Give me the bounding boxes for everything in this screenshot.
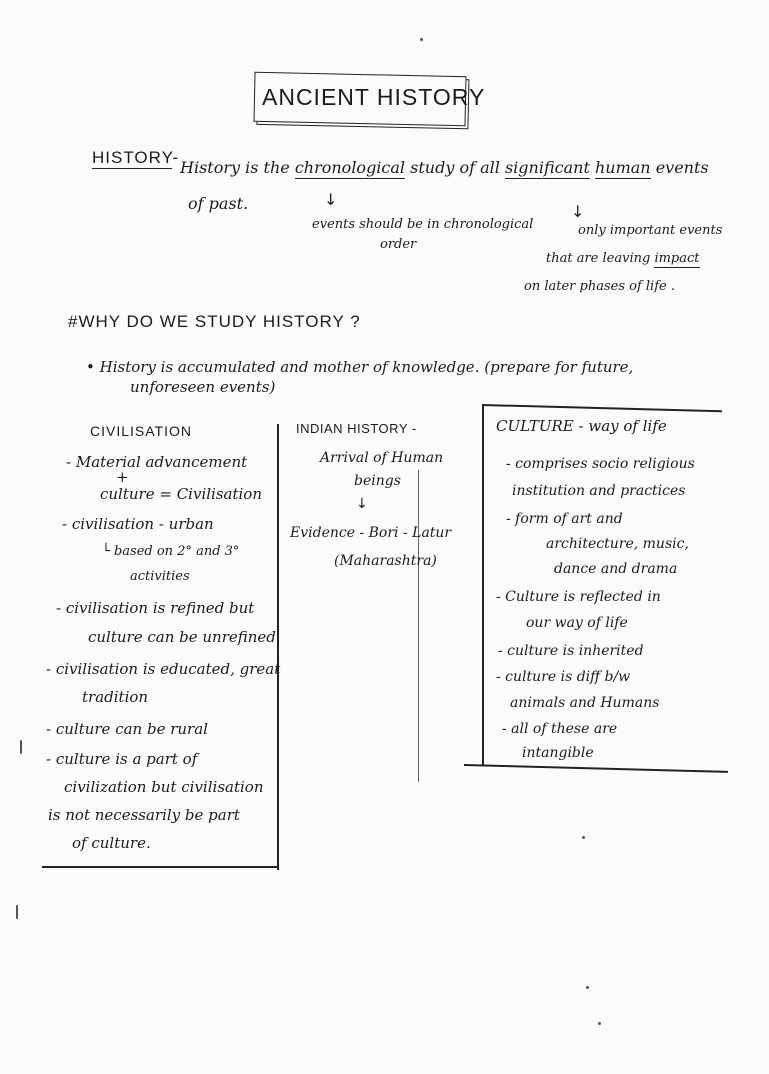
civilisation-line: - Material advancement: [66, 453, 248, 471]
culture-line: - all of these are: [502, 721, 618, 737]
civilisation-line: tradition: [82, 688, 149, 706]
civilisation-heading: CIVILISATION: [90, 423, 192, 439]
civilisation-line: activities: [130, 569, 190, 584]
indian-history-line: Arrival of Human: [320, 450, 444, 466]
civilisation-right-border: [277, 424, 279, 870]
civilisation-bottom-border: [42, 866, 278, 868]
culture-line: architecture, music,: [546, 536, 689, 552]
civilisation-line: culture can be unrefined: [88, 628, 276, 646]
culture-line: dance and drama: [554, 561, 678, 577]
indian-history-line: (Maharashtra): [334, 553, 437, 569]
culture-line: intangible: [522, 745, 594, 761]
indian-history-heading: INDIAN HISTORY -: [296, 421, 417, 436]
why-heading: #WHY DO WE STUDY HISTORY ?: [68, 312, 361, 331]
scan-speck: [16, 905, 18, 919]
civilisation-line: of culture.: [72, 834, 151, 852]
arrow-down-icon: ↓: [356, 496, 368, 512]
civilisation-line: is not necessarily be part: [48, 806, 240, 824]
culture-heading: CULTURE - way of life: [496, 417, 667, 435]
culture-line: - comprises socio religious: [506, 456, 695, 472]
history-definition-line-1: History is the chronological study of all significant human events: [180, 158, 709, 177]
indian-history-line: Evidence - Bori - Latur: [290, 525, 452, 541]
civilisation-line: - culture can be rural: [46, 720, 208, 738]
page-title: ANCIENT HISTORY: [262, 84, 486, 110]
scan-speck: [598, 1022, 601, 1025]
culture-line: institution and practices: [512, 483, 686, 499]
arrow-down-icon: ↓: [571, 202, 585, 221]
scan-speck: [420, 38, 423, 41]
indian-history-line: beings: [354, 473, 401, 489]
note-significant-2: that are leaving impact: [546, 251, 700, 266]
civilisation-line: └ based on 2° and 3°: [102, 544, 240, 559]
civilisation-line: +: [116, 468, 129, 486]
culture-line: - culture is diff b/w: [496, 669, 631, 685]
culture-line: our way of life: [526, 615, 628, 631]
culture-left-border: [482, 404, 484, 766]
civilisation-line: civilization but civilisation: [64, 778, 264, 796]
why-bullet-line-2: unforeseen events): [130, 378, 276, 396]
arrow-down-icon: ↓: [324, 190, 338, 209]
culture-line: - Culture is reflected in: [496, 589, 661, 605]
civilisation-line: - civilisation is refined but: [56, 599, 255, 617]
scan-speck: [582, 836, 585, 839]
scan-speck: [586, 986, 589, 989]
note-significant-3: on later phases of life .: [524, 279, 675, 294]
civilisation-line: - civilisation is educated, great: [46, 660, 281, 678]
scan-speck: [20, 740, 22, 754]
culture-bottom-border: [464, 764, 728, 772]
indian-divider: [418, 470, 419, 782]
note-chronological-1: events should be in chronological: [312, 217, 534, 232]
note-significant-1: only important events: [578, 223, 723, 238]
why-bullet-line-1: • History is accumulated and mother of knowledge. (prepare for future,: [86, 358, 634, 376]
civilisation-line: - civilisation - urban: [62, 515, 214, 533]
culture-top-border: [482, 404, 722, 412]
culture-line: - culture is inherited: [498, 643, 644, 659]
culture-line: animals and Humans: [510, 695, 660, 711]
civilisation-line: culture = Civilisation: [100, 485, 262, 503]
history-term: HISTORY-: [92, 148, 180, 167]
history-definition-line-2: of past.: [188, 194, 249, 213]
culture-line: - form of art and: [506, 511, 623, 527]
civilisation-line: - culture is a part of: [46, 750, 198, 768]
note-chronological-2: order: [380, 237, 417, 252]
